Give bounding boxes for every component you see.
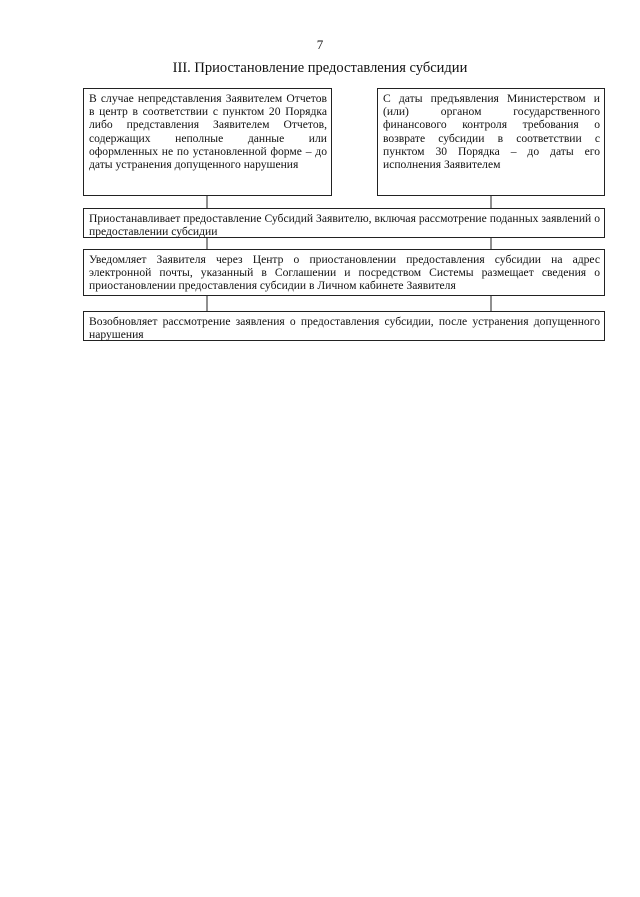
condition-box-reports: В случае непредставления Заявителем Отчетов в центр в соответствии с пунктом 20 Порядка либо представления Заявителем Отчетов, содержащих неполные данные или оформленных не по установленной форме – до даты устранения допущенного нарушения	[83, 88, 332, 196]
notify-box: Уведомляет Заявителя через Центр о приостановлении предоставления субсидии на адрес электронной почты, указанный в Соглашении и посредством Системы размещает сведения о приостановлении предоставления субсидии в Личном кабинете Заявителя	[83, 249, 605, 296]
condition-box-refund-demand: С даты предъявления Министерством и (или) органом государственного финансового контроля требования о возврате субсидии в соответствии с пунктом 30 Порядка – до даты его исполнения Заявителем	[377, 88, 605, 196]
resume-box: Возобновляет рассмотрение заявления о предоставления субсидии, после устранения допущенного нарушения	[83, 311, 605, 341]
page-number: 7	[316, 37, 324, 52]
section-title: III. Приостановление предоставления субсидии	[172, 60, 468, 76]
suspend-box: Приостанавливает предоставление Субсидий Заявителю, включая рассмотрение поданных заявлений о предоставлении субсидии	[83, 208, 605, 238]
